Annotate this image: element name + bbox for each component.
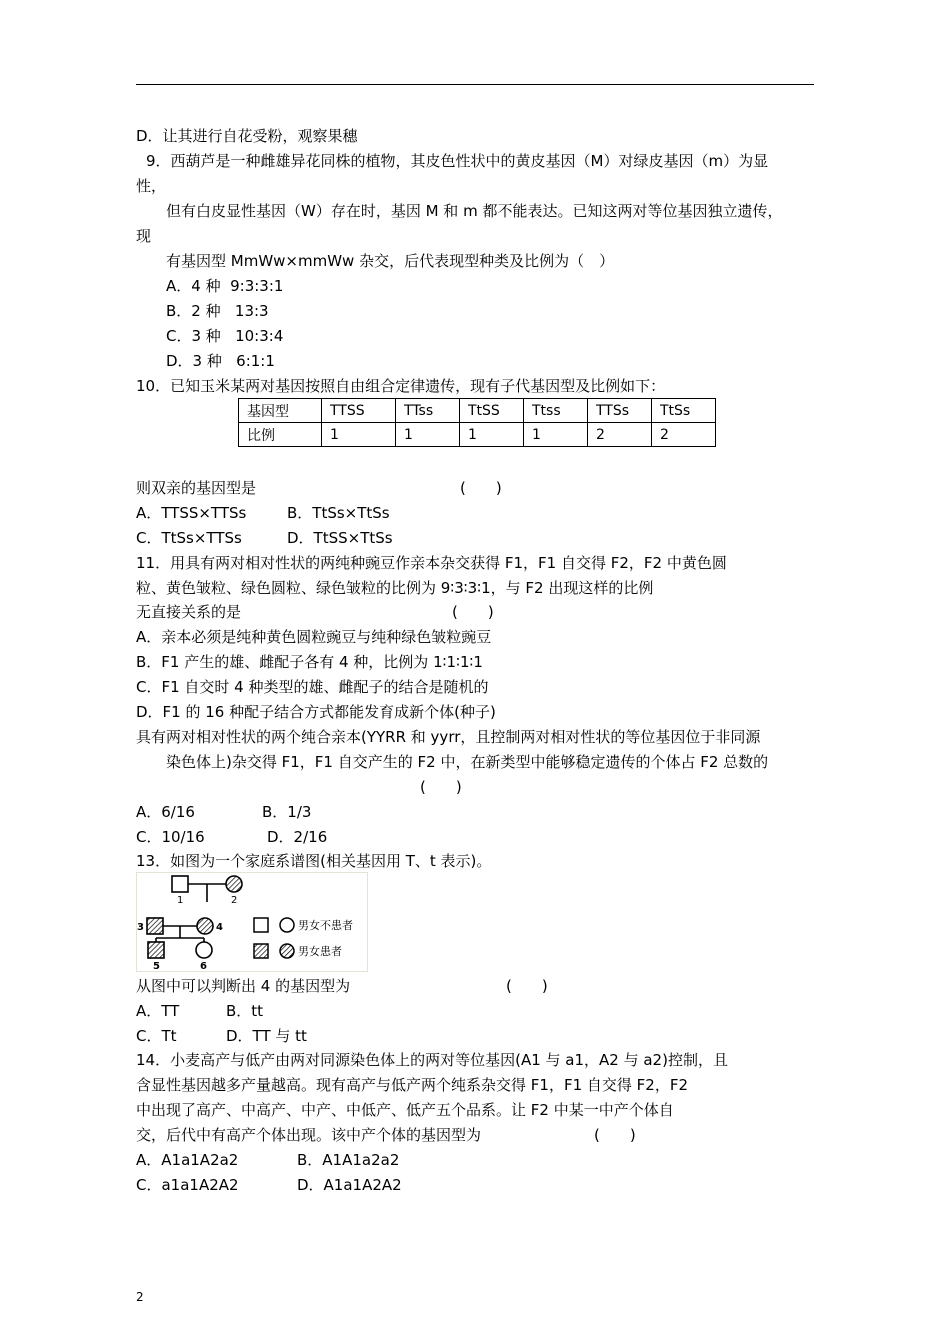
q12-option-d: D．2/16 bbox=[267, 828, 328, 846]
q13-option-c: C．Tt bbox=[136, 1027, 177, 1045]
legend-affected-label: 男女患者 bbox=[298, 945, 342, 958]
label-6: 6 bbox=[200, 961, 207, 972]
q11-option-d: D．F1 的 16 种配子结合方式都能发育成新个体(种子) bbox=[136, 703, 496, 721]
q10-option-d: D．TtSS×TtSs bbox=[287, 529, 393, 547]
table-row bbox=[239, 399, 716, 423]
q11-answer-bracket: ( ) bbox=[452, 603, 494, 621]
q14-answer-bracket: ( ) bbox=[594, 1126, 636, 1144]
individual-6-female-unaffected bbox=[196, 942, 212, 958]
q14-option-b: B．A1A1a2a2 bbox=[297, 1151, 400, 1169]
table-cell: 比例 bbox=[239, 423, 322, 447]
table-cell: 1 bbox=[396, 423, 460, 447]
pedigree-lines bbox=[156, 884, 226, 942]
q10-option-c: C．TtSs×TTSs bbox=[136, 529, 242, 547]
q14-option-c: C．a1a1A2A2 bbox=[136, 1176, 239, 1194]
q13-option-d: D．TT 与 tt bbox=[226, 1027, 307, 1045]
legend-male-affected bbox=[254, 944, 268, 958]
q12-stem-line2: 染色体上)杂交得 F1，F1 自交产生的 F2 中，在新类型中能够稳定遗传的个体占 F2 总数的 bbox=[166, 753, 769, 771]
q9-option-a: A．4 种 9:3:3:1 bbox=[166, 277, 284, 295]
legend-male-unaffected bbox=[254, 918, 268, 932]
legend-female-unaffected bbox=[280, 918, 294, 932]
q11-option-c: C．F1 自交时 4 种类型的雄、雌配子的结合是随机的 bbox=[136, 678, 489, 696]
q14-stem-line4: 交，后代中有高产个体出现。该中产个体的基因型为 bbox=[136, 1126, 482, 1144]
table-cell: 1 bbox=[460, 423, 524, 447]
q9-stem-line3: 但有白皮显性基因（W）存在时，基因 M 和 m 都不能表达。已知这两对等位基因独立遗传， bbox=[166, 202, 783, 220]
q10-option-a: A．TTSS×TTSs bbox=[136, 504, 247, 522]
table-cell: Ttss bbox=[524, 399, 588, 423]
q11-option-a: A．亲本必须是纯种黄色圆粒豌豆与纯种绿色皱粒豌豆 bbox=[136, 628, 492, 646]
table-cell: 2 bbox=[652, 423, 716, 447]
table-cell: 1 bbox=[322, 423, 396, 447]
individual-1-male-unaffected bbox=[172, 876, 188, 892]
individual-5-male-affected bbox=[148, 942, 164, 958]
table-cell: TTss bbox=[396, 399, 460, 423]
q9-option-c: C．3 种 10:3:4 bbox=[166, 327, 284, 345]
table-cell: 基因型 bbox=[239, 399, 322, 423]
label-5: 5 bbox=[153, 961, 160, 972]
genotype-table bbox=[238, 398, 716, 447]
q9-option-b: B．2 种 13:3 bbox=[166, 302, 269, 320]
q14-stem-line3: 中出现了高产、中高产、中产、中低产、低产五个品系。让 F2 中某一中产个体自 bbox=[136, 1101, 674, 1119]
legend-unaffected-label: 男女不患者 bbox=[298, 919, 353, 932]
q10-answer-bracket: ( ) bbox=[460, 479, 502, 497]
q10-ask: 则双亲的基因型是 bbox=[136, 479, 257, 497]
q11-option-b: B．F1 产生的雄、雌配子各有 4 种，比例为 1∶1∶1∶1 bbox=[136, 653, 483, 671]
q12-stem-line1: 具有两对相对性状的两个纯合亲本(YYRR 和 yyrr，且控制两对相对性状的等位基因位于非同源 bbox=[136, 728, 761, 746]
q9-stem-line4: 现 bbox=[136, 227, 152, 245]
individual-4-female-affected bbox=[197, 918, 213, 934]
individual-3-male-affected bbox=[147, 918, 163, 934]
q14-option-d: D．A1a1A2A2 bbox=[297, 1176, 402, 1194]
q10-option-b: B．TtSs×TtSs bbox=[287, 504, 390, 522]
q13-option-b: B．tt bbox=[226, 1002, 264, 1020]
q10-stem: 10．已知玉米某两对基因按照自由组合定律遗传，现有子代基因型及比例如下： bbox=[136, 377, 666, 395]
q14-stem-line1: 14．小麦高产与低产由两对同源染色体上的两对等位基因(A1 与 a1，A2 与 a2)控制，且 bbox=[136, 1051, 728, 1069]
table-cell: TtSS bbox=[460, 399, 524, 423]
q13-ask: 从图中可以判断出 4 的基因型为 bbox=[136, 977, 351, 995]
q11-stem-line1: 11．用具有两对相对性状的两纯种豌豆作亲本杂交获得 F1，F1 自交得 F2，F2 中黄色圆 bbox=[136, 554, 727, 572]
label-4: 4 bbox=[216, 922, 223, 933]
label-3: 3 bbox=[137, 922, 144, 933]
q9-stem-line2: 性， bbox=[136, 177, 167, 195]
q13-stem: 13．如图为一个家庭系谱图(相关基因用 T、t 表示)。 bbox=[136, 852, 492, 870]
table-cell: TtSs bbox=[652, 399, 716, 423]
q12-option-b: B．1/3 bbox=[262, 803, 312, 821]
q9-option-d: D．3 种 6:1:1 bbox=[166, 352, 275, 370]
q9-stem-line1: 9．西葫芦是一种雌雄异花同株的植物，其皮色性状中的黄皮基因（M）对绿皮基因（m）为显 bbox=[146, 152, 769, 170]
q8-option-d: D．让其进行自花受粉，观察果穗 bbox=[136, 127, 358, 145]
table-cell: 2 bbox=[588, 423, 652, 447]
q11-stem-line2: 粒、黄色皱粒、绿色圆粒、绿色皱粒的比例为 9∶3∶3∶1，与 F2 出现这样的比例 bbox=[136, 579, 654, 597]
q12-option-a: A．6/16 bbox=[136, 803, 195, 821]
q11-stem-line3: 无直接关系的是 bbox=[136, 603, 242, 621]
header-rule bbox=[136, 84, 814, 85]
table-row bbox=[239, 423, 716, 447]
q13-answer-bracket: ( ) bbox=[506, 977, 548, 995]
table-cell: 1 bbox=[524, 423, 588, 447]
q12-option-c: C．10/16 bbox=[136, 828, 205, 846]
q14-stem-line2: 含显性基因越多产量越高。现有高产与低产两个纯系杂交得 F1，F1 自交得 F2，F2 bbox=[136, 1076, 688, 1094]
label-1: 1 bbox=[177, 895, 184, 906]
page-number: 2 bbox=[136, 1290, 144, 1304]
individual-2-female-affected bbox=[226, 876, 242, 892]
table-cell: TTSs bbox=[588, 399, 652, 423]
q9-stem-line5: 有基因型 MmWw×mmWw 杂交，后代表现型种类及比例为（ ） bbox=[166, 252, 615, 270]
label-2: 2 bbox=[231, 895, 238, 906]
q14-option-a: A．A1a1A2a2 bbox=[136, 1151, 239, 1169]
q13-option-a: A．TT bbox=[136, 1002, 180, 1020]
legend-female-affected bbox=[280, 944, 294, 958]
pedigree-chart bbox=[136, 872, 368, 972]
table-cell: TTSS bbox=[322, 399, 396, 423]
q12-answer-bracket: ( ) bbox=[420, 778, 462, 796]
